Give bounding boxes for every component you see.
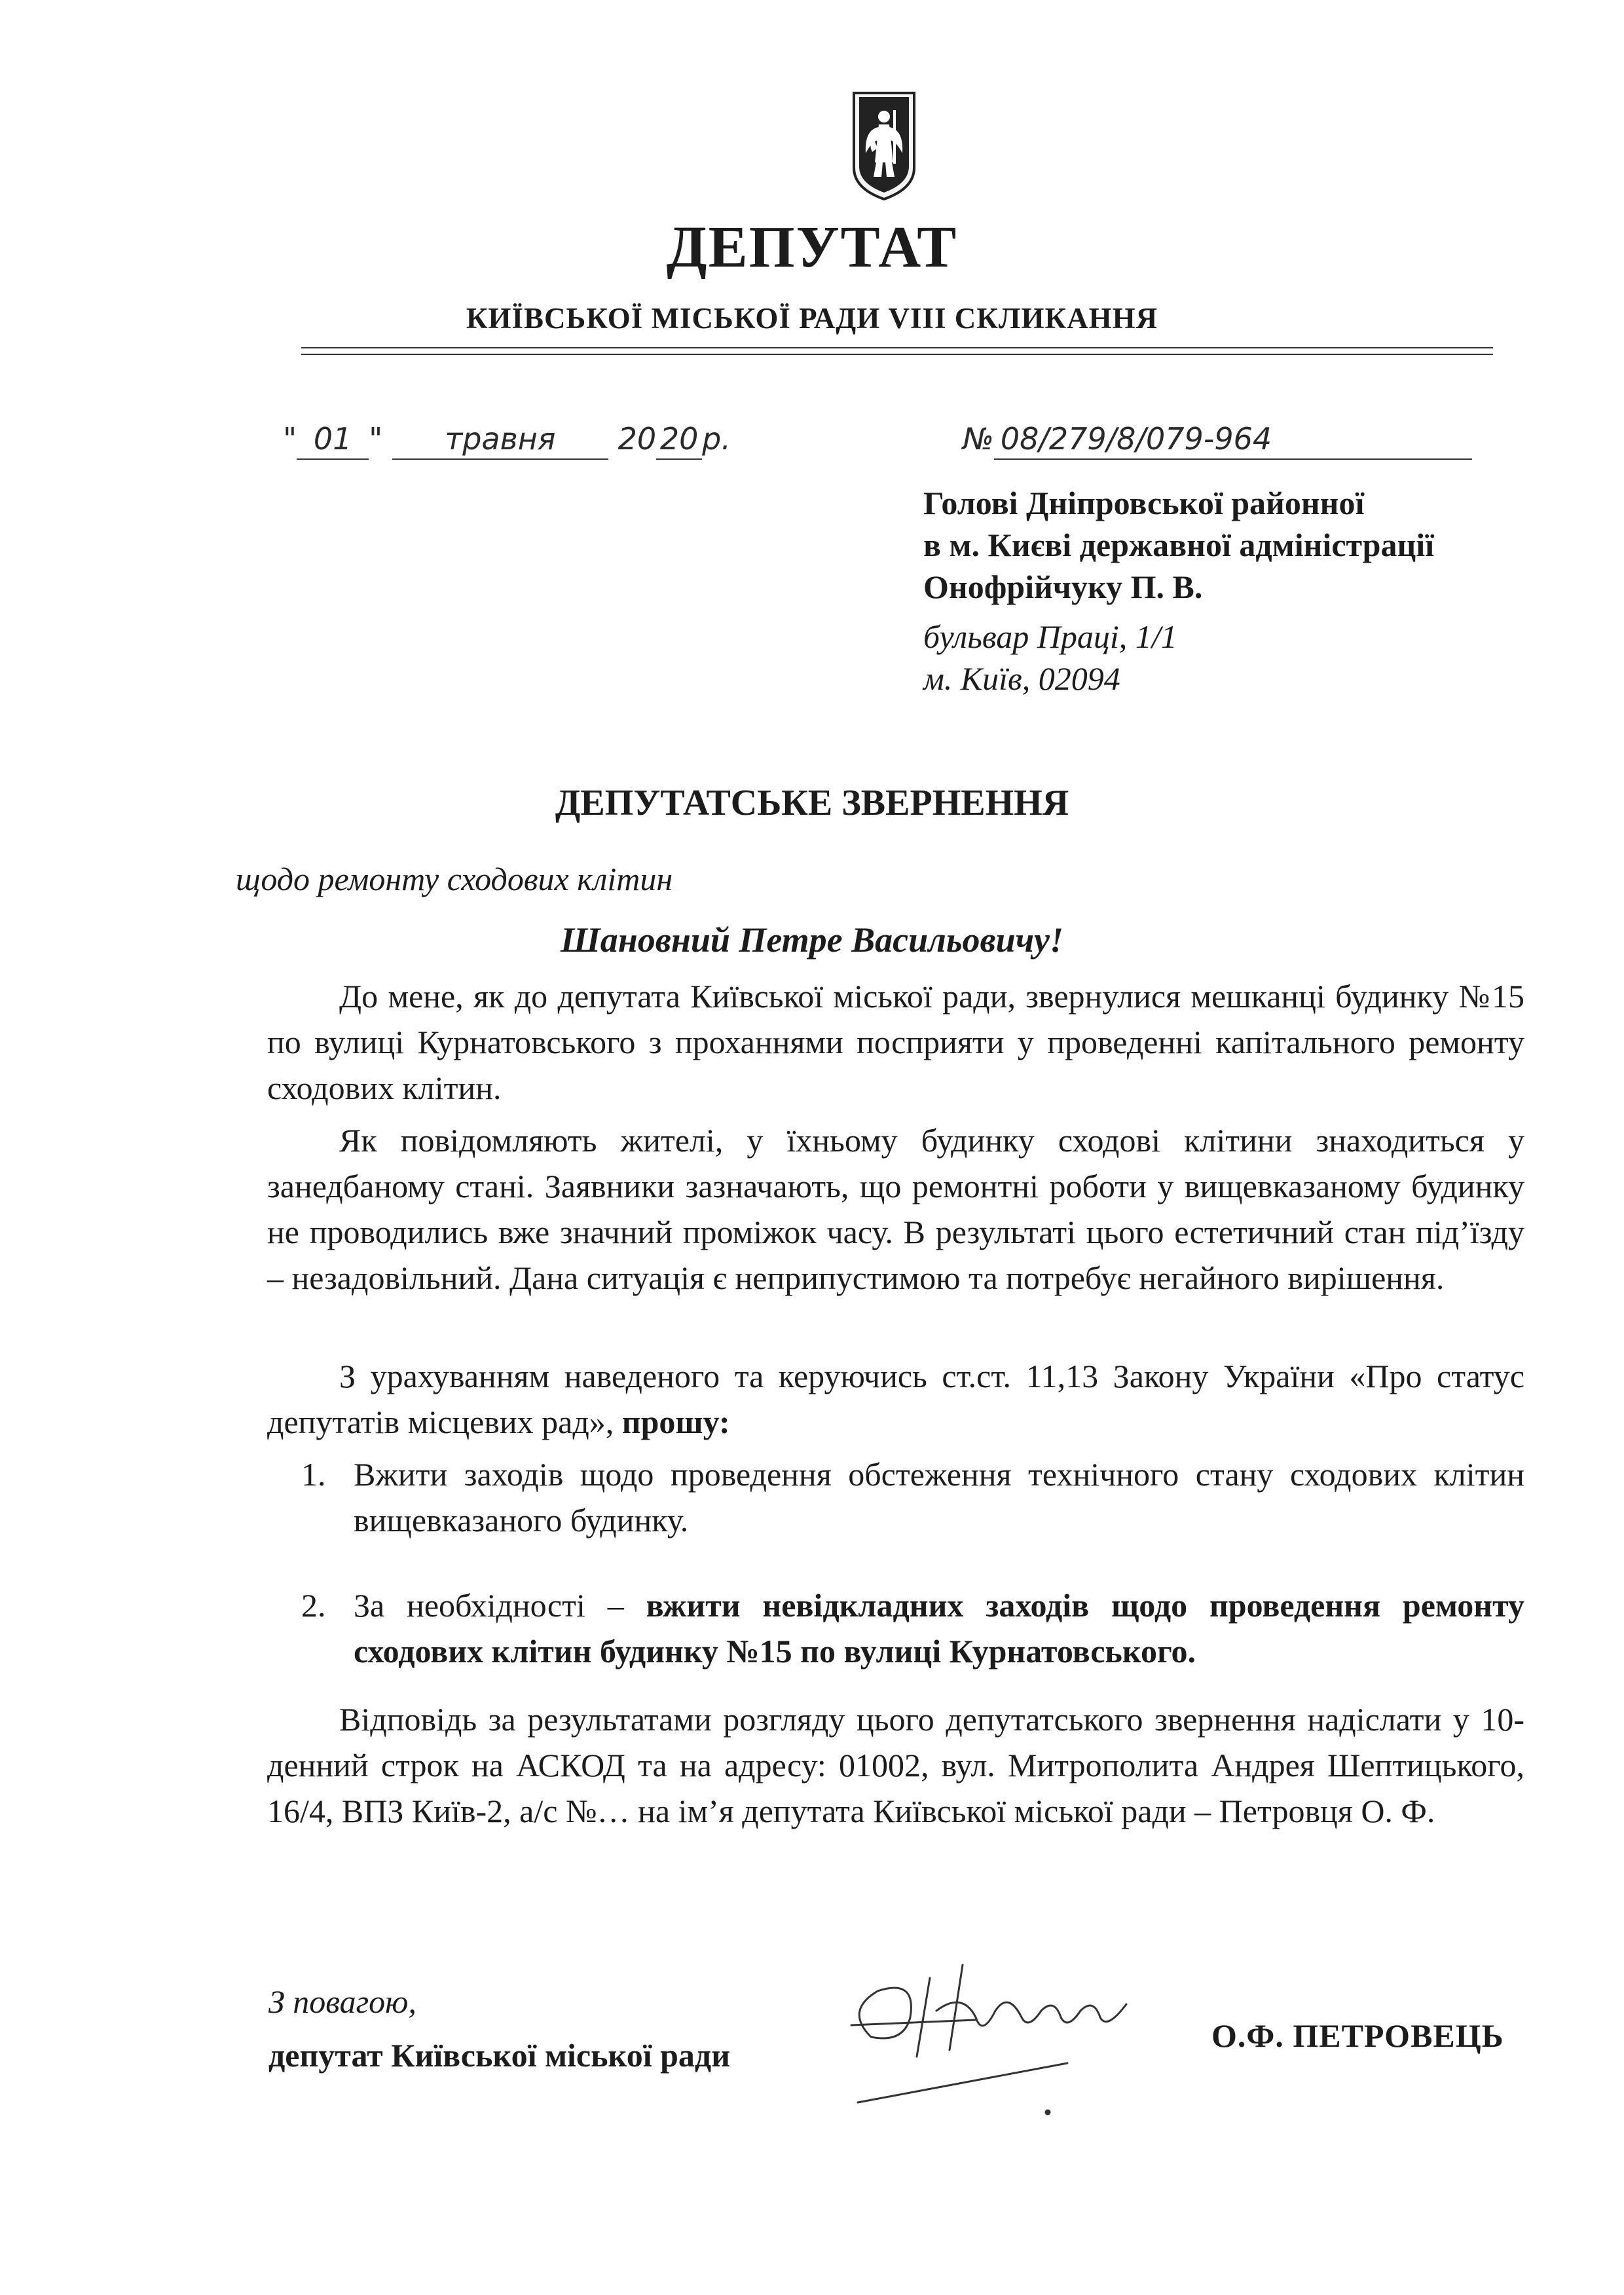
letterhead-subtitle: КИЇВСЬКОЇ МІСЬКОЇ РАДИ VIII СКЛИКАННЯ [466,302,1158,335]
request-keyword: прошу: [621,1404,730,1440]
request-bold-text: вжити невідкладних заходів щодо проведення ремонту сходових клітин будинку №15 по вулиці Курнатовського. [354,1587,1524,1670]
header-divider [301,347,1493,348]
kyiv-coat-of-arms-icon [850,90,918,202]
registration-value: 08/279/8/079-964 [994,419,1472,460]
date-day: 01 [297,419,369,460]
addressee-name: Онофрійчуку П. В. [923,569,1203,605]
request-number: 2. [301,1587,326,1624]
handwritten-signature [832,1939,1198,2135]
signer-name: О.Ф. ПЕТРОВЕЦЬ [1211,2017,1504,2054]
registration-prefix: № [963,421,994,457]
letterhead-title: ДЕПУТАТ [666,215,958,280]
addressee-line: Голові Дніпровської районної [923,485,1365,521]
date-open-quote: " [283,421,297,457]
request-item [301,1451,1524,1543]
request-item [301,1582,1524,1674]
date-year-abbr: р. [702,421,731,457]
request-prefix: За необхідності – [354,1587,646,1624]
salutation: Шановний Петре Васильовичу! [560,920,1064,960]
header-divider [301,354,1493,355]
date-year-prefix: 20 [618,421,657,457]
body-paragraph: Відповідь за результатами розгляду цього депутатського звернення надіслати у 10-денний строк на АСКОД та на адресу: 01002, вул. Митрополита Андрея Шептицького, 16/4, ВПЗ Київ-2, а/с №… на ім’я депутата Київської міської ради – Петровця О. Ф. [267,1701,1524,1829]
date-close-quote: " [369,421,383,457]
closing-position: депутат Київської міської ради [268,2037,731,2074]
paragraph-text: З урахуванням наведеного та керуючись ст.ст. 11,13 Закону України «Про статус депутатів місцевих рад», [267,1358,1524,1440]
addressee-street: бульвар Праці, 1/1 [923,618,1177,655]
document-title: ДЕПУТАТСЬКЕ ЗВЕРНЕННЯ [555,783,1069,823]
addressee-city: м. Київ, 02094 [923,660,1120,697]
body-paragraph [267,1353,1524,1445]
date-month: травня [392,419,608,460]
body-paragraph: До мене, як до депутата Київської міської ради, звернулися мешканці будинку №15 по вулиці Курнатовського з проханнями посприяти у проведенні капітального ремонту сходових клітин. [267,978,1524,1106]
document-date [283,419,731,460]
request-text [354,1582,1524,1674]
closing-regards: З повагою, [268,1983,416,2020]
body-paragraph: Як повідомляють жителі, у їхньому будинку сходові клітини знаходиться у занедбаному стані. Заявники зазначають, що ремонтні роботи у вищевказаному будинку не проводились вже значний проміжок часу. В результаті цього естетичний стан під’їзду – незадовільний. Дана ситуація є неприпустимою та потребує негайного вирішення. [267,1122,1524,1296]
document-subject: щодо ремонту сходових клітин [236,861,673,897]
date-year: 20 [656,419,702,460]
addressee-line: в м. Києві державної адміністрації [923,527,1435,563]
registration-number [963,419,1472,460]
request-number: 1. [301,1456,326,1493]
request-text: Вжити заходів щодо проведення обстеження технічного стану сходових клітин вищевказаного будинку. [354,1456,1524,1539]
